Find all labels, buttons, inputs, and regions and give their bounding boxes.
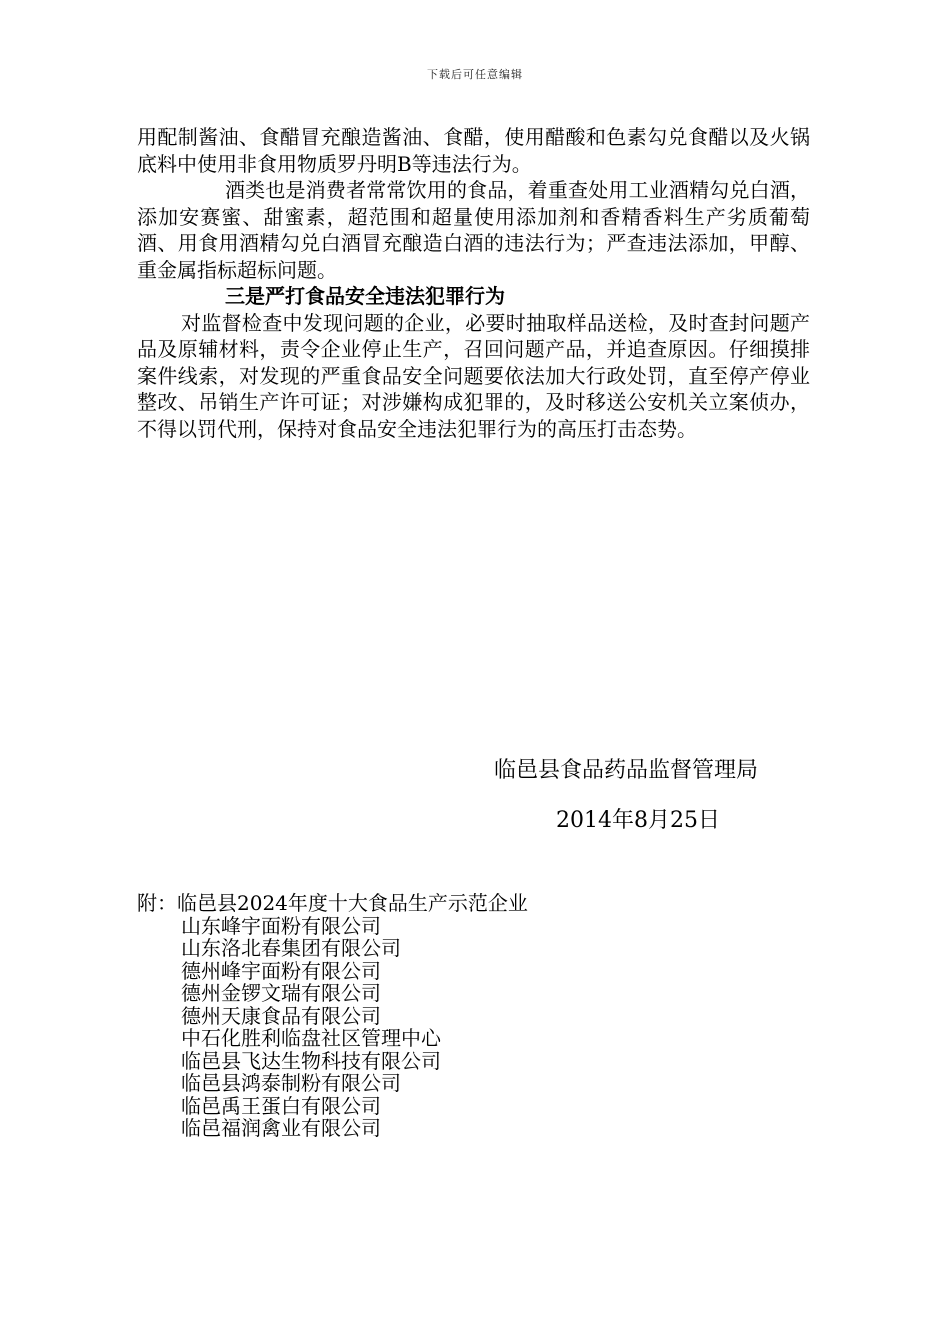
document-body (137, 124, 810, 442)
company-list-item: 德州金锣文瑞有限公司 (181, 981, 381, 1005)
body-paragraph-2: 酒类也是消费者常常饮用的食品，着重查处用工业酒精勾兑白酒，添加安赛蜜、甜蜜素，超范围和超量使用添加剂和香精香料生产劣质葡萄酒、用食用酒精勾兑白酒冒充酿造白酒的违法行为；严查违法添加，甲醇、重金属指标超标问题。 (137, 178, 810, 282)
attachment-title: 附：临邑县2024年度十大食品生产示范企业 (137, 891, 528, 915)
company-list-item: 临邑福润禽业有限公司 (181, 1116, 381, 1140)
company-list-item: 临邑禹王蛋白有限公司 (181, 1093, 381, 1118)
company-list-item: 山东峰宇面粉有限公司 (181, 913, 381, 938)
company-list-item: 德州天康食品有限公司 (181, 1003, 381, 1028)
company-list (137, 915, 810, 1140)
signature-organization: 临邑县食品药品监督管理局 (494, 758, 759, 783)
company-list-item: 临邑县鸿泰制粉有限公司 (181, 1071, 401, 1095)
body-paragraph-1: 用配制酱油、食醋冒充酿造酱油、食醋，使用醋酸和色素勾兑食醋以及火锅底料中使用非食用物质罗丹明B等违法行为。 (137, 125, 810, 176)
company-list-item: 中石化胜利临盘社区管理中心 (181, 1026, 441, 1050)
page-header-note: 下载后可任意编辑 (427, 68, 523, 81)
signature-date: 2014年8月25日 (556, 808, 720, 833)
body-paragraph-3: 对监督检查中发现问题的企业，必要时抽取样品送检，及时查封问题产品及原辅材料，责令企业停止生产，召回问题产品，并追查原因。仔细摸排案件线索，对发现的严重食品安全问题要依法加大行政处罚，直至停产停业整改、吊销生产许可证；对涉嫌构成犯罪的，及时移送公安机关立案侦办，不得以罚代刑，保持对食品安全违法犯罪行为的高压打击态势。 (137, 310, 810, 441)
company-list-item: 德州峰宇面粉有限公司 (181, 958, 381, 983)
section-heading-3: 三是严打食品安全违法犯罪行为 (225, 284, 505, 308)
company-list-item: 临邑县飞达生物科技有限公司 (181, 1048, 441, 1073)
company-list-item: 山东洛北春集团有限公司 (181, 936, 401, 960)
attachment-section (137, 892, 810, 1140)
